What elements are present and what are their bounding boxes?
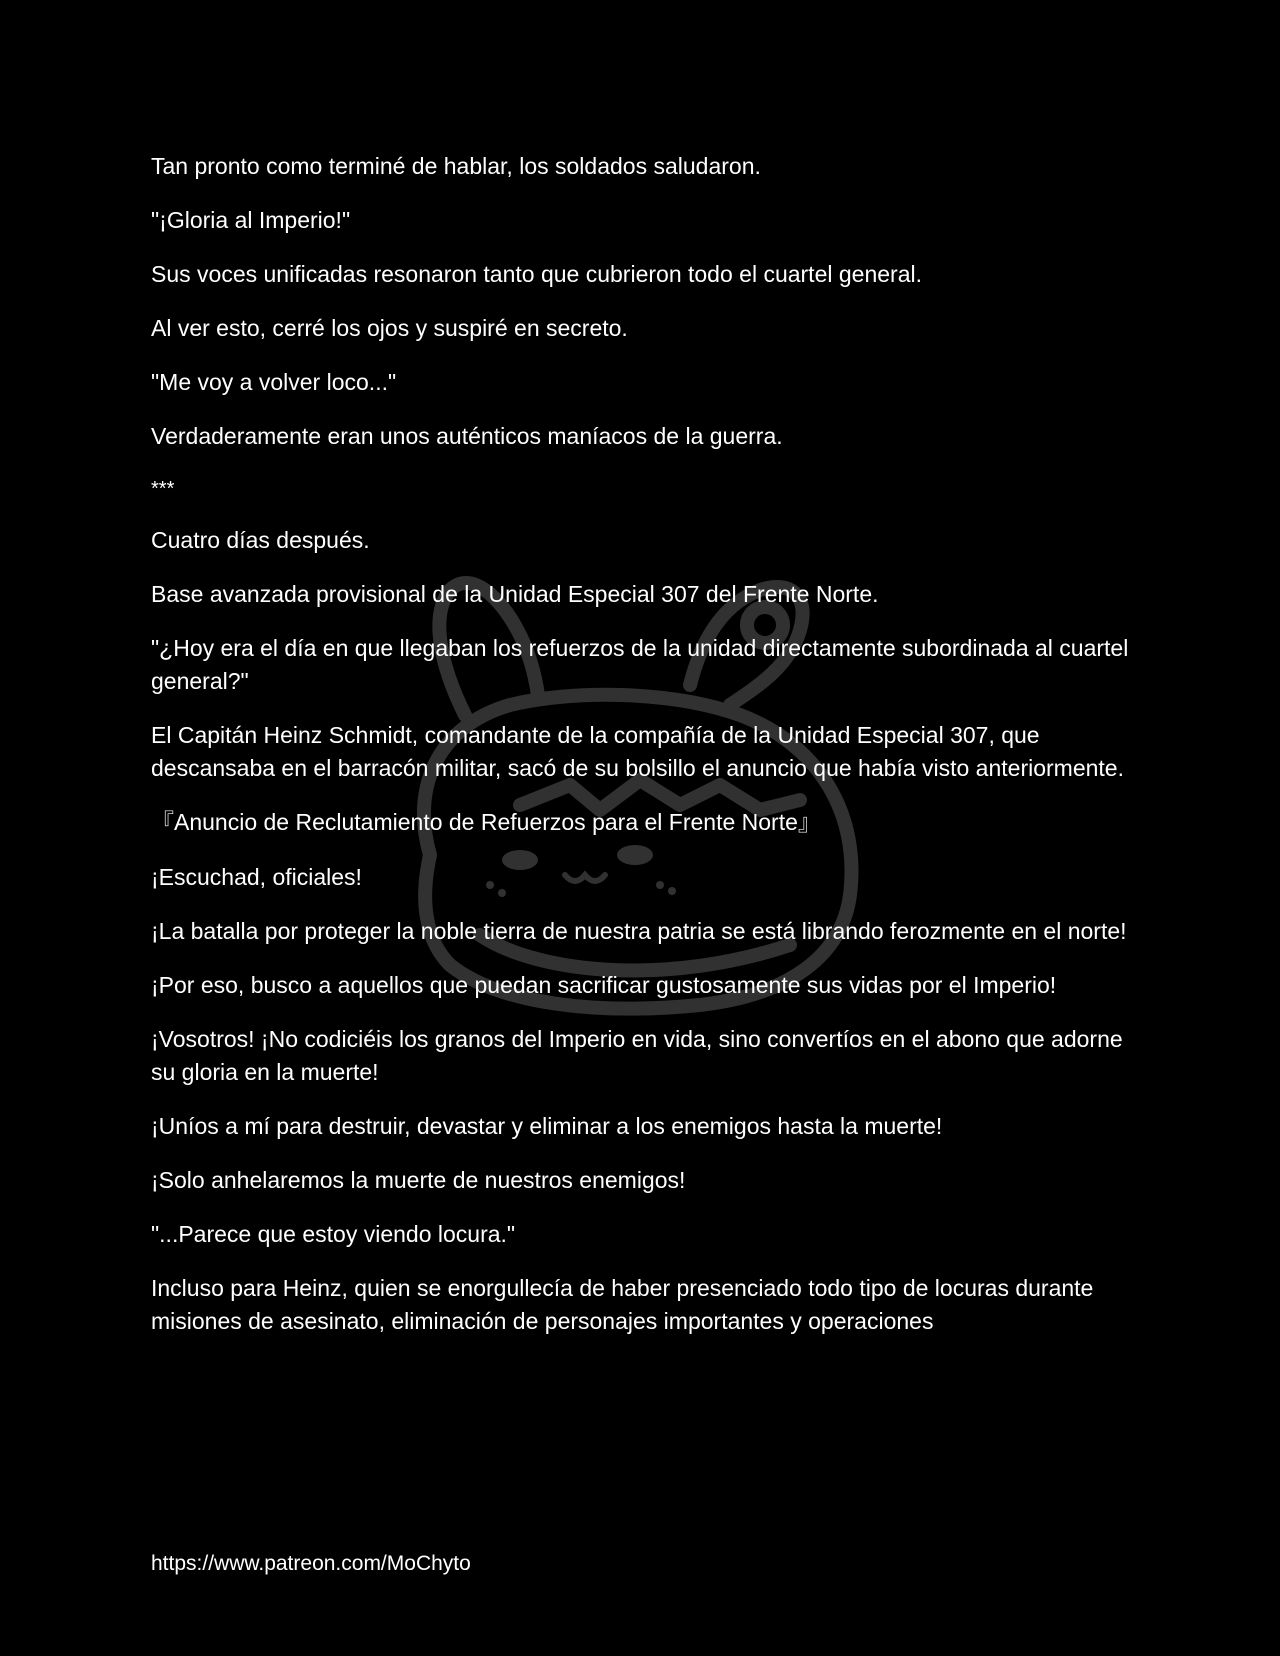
- announcement-title: 『Anuncio de Reclutamiento de Refuerzos para el Frente Norte』: [151, 809, 821, 835]
- paragraph: ¡Escuchad, oficiales!: [151, 864, 362, 890]
- paragraph: "¡Gloria al Imperio!": [151, 207, 351, 233]
- paragraph: Sus voces unificadas resonaron tanto que cubrieron todo el cuartel general.: [151, 261, 922, 287]
- paragraph: Al ver esto, cerré los ojos y suspiré en secreto.: [151, 315, 628, 341]
- paragraph: ¡Por eso, busco a aquellos que puedan sacrificar gustosamente sus vidas por el Imperio!: [151, 972, 1057, 998]
- paragraph: El Capitán Heinz Schmidt, comandante de la compañía de la Unidad Especial 307, que descansaba en el barracón militar, sacó de su bolsillo el anuncio que había visto anteriormente.: [151, 722, 1124, 781]
- paragraph: Cuatro días después.: [151, 527, 370, 553]
- patreon-link[interactable]: https://www.patreon.com/MoChyto: [151, 1552, 471, 1575]
- paragraph: Incluso para Heinz, quien se enorgullecía de haber presenciado todo tipo de locuras durante misiones de asesinato, eliminación de personajes importantes y operaciones: [151, 1275, 1094, 1334]
- paragraph: "¿Hoy era el día en que llegaban los refuerzos de la unidad directamente subordinada al cuartel general?": [151, 635, 1129, 694]
- paragraph: Verdaderamente eran unos auténticos maníacos de la guerra.: [151, 423, 783, 449]
- paragraph: Tan pronto como terminé de hablar, los soldados saludaron.: [151, 153, 761, 179]
- paragraph: Base avanzada provisional de la Unidad Especial 307 del Frente Norte.: [151, 581, 879, 607]
- paragraph: ¡Vosotros! ¡No codiciéis los granos del Imperio en vida, sino convertíos en el abono que adorne su gloria en la muerte!: [151, 1026, 1123, 1085]
- paragraph: ¡La batalla por proteger la noble tierra de nuestra patria se está librando ferozmente en el norte!: [151, 918, 1127, 944]
- story-text: [151, 150, 1141, 1359]
- paragraph: "...Parece que estoy viendo locura.": [151, 1221, 516, 1247]
- paragraph: "Me voy a volver loco...": [151, 369, 397, 395]
- scene-separator: ***: [151, 478, 175, 500]
- paragraph: ¡Solo anhelaremos la muerte de nuestros enemigos!: [151, 1167, 686, 1193]
- paragraph: ¡Uníos a mí para destruir, devastar y eliminar a los enemigos hasta la muerte!: [151, 1113, 943, 1139]
